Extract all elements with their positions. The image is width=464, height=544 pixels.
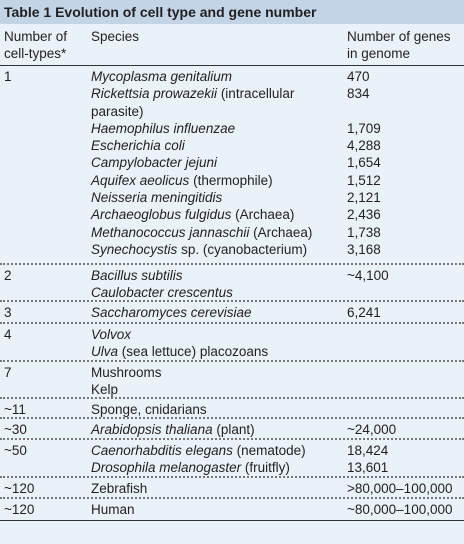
table-row-group: [0, 302, 464, 324]
species-note: Kelp: [91, 382, 119, 398]
species-name: Archaeoglobus fulgidus: [91, 207, 232, 223]
species-cell: [91, 267, 341, 284]
species-cell: [91, 154, 341, 171]
species-cell: [91, 224, 341, 241]
species-cell: [91, 381, 341, 398]
species-name: Drosophila melanogaster: [91, 460, 242, 476]
species-name: Methanococcus jannaschii: [91, 224, 250, 240]
table-row: [0, 343, 464, 360]
species-cell: [91, 304, 341, 321]
table-row: [0, 401, 464, 418]
gene-count: 1,512: [347, 172, 381, 188]
species-name: Synechocystis: [91, 241, 178, 257]
species-name: Haemophilus influenzae: [91, 120, 236, 136]
species-note: (nematode): [236, 443, 306, 458]
species-cell: [91, 137, 341, 154]
species-note: sp. (cyanobacterium): [181, 241, 308, 257]
table-row: [0, 284, 464, 301]
gene-count: 2,436: [347, 207, 381, 223]
gene-count: 1,709: [347, 120, 381, 136]
table-row-group: [0, 324, 464, 362]
species-note: (Archaea): [253, 224, 313, 240]
table-row: [0, 206, 464, 223]
table-row: [0, 120, 464, 137]
table-row-group: [0, 265, 464, 302]
species-cell: [91, 343, 341, 360]
species-name: Bacillus subtilis: [91, 268, 183, 283]
cell-type-count: ~120: [4, 502, 35, 517]
table-row: [0, 85, 464, 120]
gene-count: ~4,100: [347, 268, 389, 283]
gene-count: 6,241: [347, 305, 381, 320]
gene-count: 1,738: [347, 224, 381, 240]
table-row: [0, 480, 464, 497]
header-species: Species: [91, 29, 140, 44]
species-note: (plant): [216, 422, 255, 437]
species-cell: [91, 172, 341, 189]
table-row-group: [0, 419, 464, 440]
table-row: [0, 501, 464, 518]
header-cell-types: [4, 28, 67, 62]
species-cell: [91, 459, 341, 476]
table-row: [0, 381, 464, 398]
table-row: [0, 224, 464, 241]
gene-count: 2,121: [347, 190, 381, 206]
cell-type-count: ~30: [4, 422, 27, 437]
table-row-group: [0, 478, 464, 499]
gene-count: ~24,000: [347, 422, 397, 437]
table-row-group: [0, 440, 464, 478]
header-genes-line2: in genome: [347, 46, 411, 61]
species-cell: [91, 120, 341, 137]
species-name: Aquifex aeolicus: [91, 172, 190, 188]
gene-count: ~80,000–100,000: [347, 502, 453, 517]
table-header: [0, 24, 464, 66]
header-cell-types-line1: Number of: [4, 29, 68, 44]
species-note: Sponge, cnidarians: [91, 402, 207, 417]
gene-count: >80,000–100,000: [347, 481, 453, 496]
species-note: (sea lettuce) placozoans: [121, 344, 269, 360]
gene-count: 1,654: [347, 155, 381, 171]
gene-count: 4,288: [347, 138, 381, 154]
species-cell: [91, 68, 341, 85]
cell-type-count: ~120: [4, 481, 35, 496]
species-note: (intracellular parasite): [91, 86, 295, 119]
gene-count: 834: [347, 86, 370, 102]
species-name: Rickettsia prowazekii: [91, 86, 218, 102]
species-name: Saccharomyces cerevisiae: [91, 305, 252, 320]
table-row: [0, 172, 464, 189]
table-row: [0, 442, 464, 459]
table-body: [0, 66, 464, 521]
table-row-group: [0, 362, 464, 399]
header-cell-types-line2: cell-types*: [4, 46, 67, 61]
species-name: Neisseria meningitidis: [91, 190, 223, 206]
species-cell: [91, 189, 341, 206]
table-row: [0, 459, 464, 476]
cell-type-count: 1: [4, 69, 12, 84]
species-cell: [91, 401, 341, 418]
species-cell: [91, 442, 341, 459]
species-note: Mushrooms: [91, 365, 162, 380]
species-cell: [91, 206, 341, 223]
species-note: (fruitfly): [244, 460, 290, 476]
species-name: Caenorhabditis elegans: [91, 443, 233, 458]
table-row: [0, 137, 464, 154]
species-name: Mycoplasma genitalium: [91, 69, 233, 84]
species-name: Volvox: [91, 327, 132, 342]
header-genes-line1: Number of genes: [347, 29, 451, 44]
species-cell: [91, 284, 341, 301]
cell-type-count: 2: [4, 268, 12, 283]
species-cell: [91, 501, 341, 518]
table-row-group: [0, 499, 464, 521]
table-row: [0, 68, 464, 85]
species-cell: [91, 326, 341, 343]
species-cell: [91, 480, 341, 497]
gene-count: 3,168: [347, 241, 381, 257]
species-cell: [91, 85, 341, 120]
species-cell: [91, 421, 341, 438]
gene-count: 13,601: [347, 460, 389, 476]
cell-type-count: 4: [4, 327, 12, 342]
gene-count: 18,424: [347, 443, 389, 458]
table-title: Table 1 Evolution of cell type and gene number: [0, 0, 464, 24]
species-name: Escherichia coli: [91, 138, 185, 154]
table-row: [0, 421, 464, 438]
species-note: (thermophile): [193, 172, 273, 188]
table-row: [0, 326, 464, 343]
species-note: Human: [91, 502, 135, 517]
species-cell: [91, 364, 341, 381]
table-row-group: [0, 66, 464, 265]
species-cell: [91, 241, 341, 258]
species-name: Arabidopsis thaliana: [91, 422, 213, 437]
species-name: Caulobacter crescentus: [91, 285, 233, 301]
species-note: Zebrafish: [91, 481, 148, 496]
table-row: [0, 304, 464, 321]
species-name: Campylobacter jejuni: [91, 155, 218, 171]
table-row: [0, 154, 464, 171]
table-row: [0, 267, 464, 284]
table-row-group: [0, 399, 464, 419]
cell-type-count: 3: [4, 305, 12, 320]
species-name: Ulva: [91, 344, 119, 360]
table-row: [0, 364, 464, 381]
gene-count: 470: [347, 69, 370, 84]
table-row: [0, 189, 464, 206]
table-row: [0, 241, 464, 258]
header-genes: [347, 28, 451, 62]
cell-type-count: 7: [4, 365, 12, 380]
cell-type-count: ~50: [4, 443, 27, 458]
species-note: (Archaea): [235, 207, 295, 223]
cell-type-count: ~11: [4, 402, 26, 417]
